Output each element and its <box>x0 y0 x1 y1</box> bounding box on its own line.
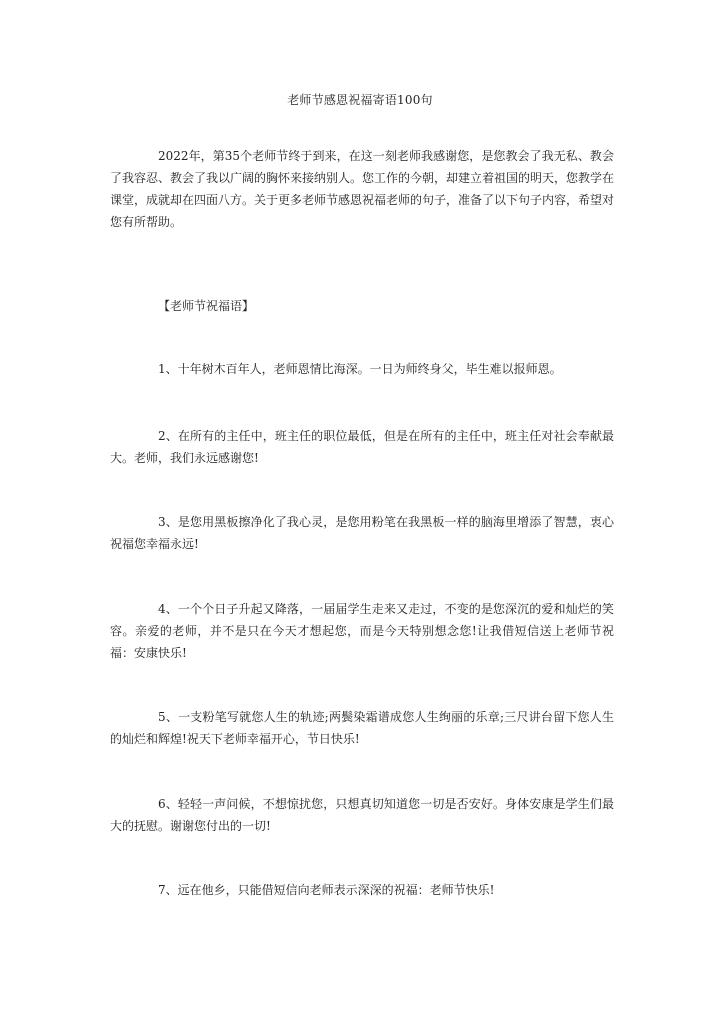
list-item: 1、十年树木百年人，老师恩情比海深。一日为师终身父，毕生难以报师恩。 <box>158 362 562 376</box>
intro-paragraph: 2022年，第35个老师节终于到来，在这一刻老师我感谢您，是您教会了我无私、教会了我容忍、教会了我以广阔的胸怀来接纳别人。您工作的今朝，却建立着祖国的明天，您教学在课堂，成就却在四面八方。关于更多老师节感恩祝福老师的句子，准备了以下句子内容，希望对您有所帮助。 <box>110 149 615 229</box>
list-item: 6、轻轻一声问候，不想惊扰您，只想真切知道您一切是否安好。身体安康是学生们最大的抚慰。谢谢您付出的一切! <box>110 797 614 833</box>
section-heading: 【老师节祝福语】 <box>158 299 255 313</box>
document-title: 老师节感恩祝福寄语100句 <box>287 93 433 107</box>
list-item: 4、一个个日子升起又降落，一届届学生走来又走过，不变的是您深沉的爱和灿烂的笑容。亲爱的老师，并不是只在今天才想起您，而是今天特别想念您!让我借短信送上老师节祝福：安康快乐! <box>110 602 614 660</box>
list-item: 3、是您用黑板擦净化了我心灵，是您用粉笔在我黑板一样的脑海里增添了智慧，衷心祝福您幸福永远! <box>110 515 614 551</box>
list-item: 5、一支粉笔写就您人生的轨迹;两鬓染霜谱成您人生绚丽的乐章;三尺讲台留下您人生的灿烂和辉煌!祝天下老师幸福开心，节日快乐! <box>110 710 614 746</box>
list-item: 7、远在他乡，只能借短信向老师表示深深的祝福：老师节快乐! <box>158 883 495 897</box>
list-item: 2、在所有的主任中，班主任的职位最低，但是在所有的主任中，班主任对社会奉献最大。老师，我们永远感谢您! <box>110 429 614 465</box>
